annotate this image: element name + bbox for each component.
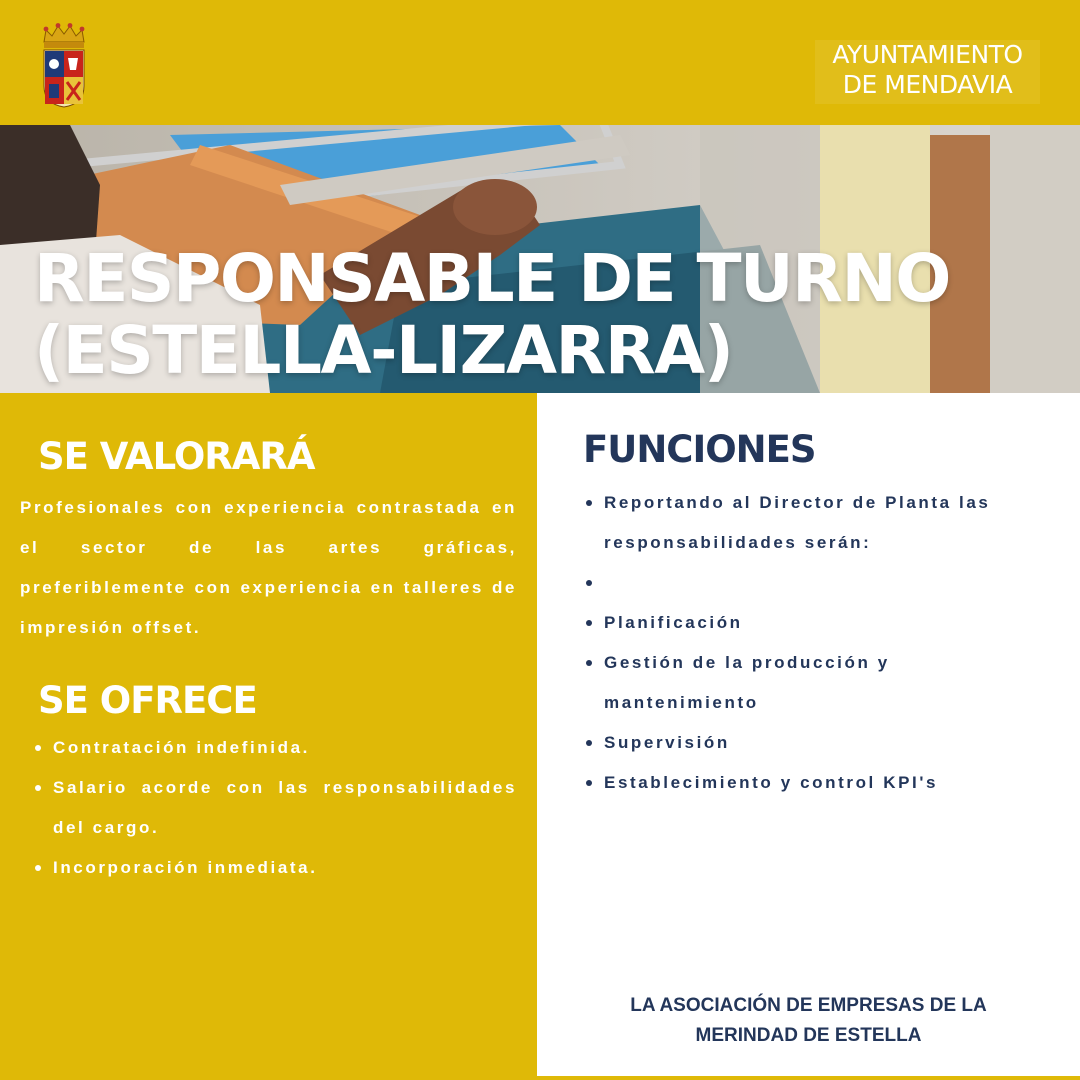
list-item [584,763,1024,803]
list-item-text: Contratación indefinida. [53,738,310,757]
coat-of-arms-icon [38,22,90,108]
se-valorara-text: Profesionales con experiencia contrastada en el sector de las artes gráficas, preferiblemente con experiencia en talleres de impresión offset. [20,498,517,637]
se-valorara-heading: SE VALORARÁ [38,435,315,478]
organization-footer [537,991,1080,1051]
bullet-icon [35,865,41,871]
brand-line-2: DE MENDAVIA [842,70,1013,99]
job-title-line-1: RESPONSABLE DE TURNO [34,240,950,317]
se-ofrece-list [33,728,517,888]
list-item [584,483,1024,563]
bullet-icon [586,620,592,626]
list-item-text: Planificación [604,613,743,632]
list-item [584,723,1024,763]
municipality-brand [815,40,1040,104]
list-item-text: Reportando al Director de Planta las responsabilidades serán: [604,493,991,552]
list-item-text: Supervisión [604,733,730,752]
bullet-icon [586,500,592,506]
list-item [584,643,1024,723]
bullet-icon [586,660,592,666]
list-item-text: Salario acorde con las responsabilidades del cargo. [53,778,517,837]
job-title [34,240,950,389]
bullet-icon [586,580,592,586]
funciones-list [584,483,1024,803]
brand-line-1: AYUNTAMIENTO [832,40,1023,69]
job-title-line-2: (ESTELLA-LIZARRA) [34,312,733,389]
organization-line-2: MERINDAD DE ESTELLA [695,1025,922,1046]
list-item [33,728,517,768]
bullet-icon [586,740,592,746]
se-ofrece-heading: SE OFRECE [38,679,257,722]
bullet-icon [35,745,41,751]
organization-line-1: LA ASOCIACIÓN DE EMPRESAS DE LA [630,995,987,1016]
bullet-icon [35,785,41,791]
funciones-heading: FUNCIONES [583,428,816,471]
list-item-text: Incorporación inmediata. [53,858,318,877]
list-item [584,563,1024,603]
bullet-icon [586,780,592,786]
list-item-text: Gestión de la producción y mantenimiento [604,653,890,712]
hero-banner [0,125,1080,393]
list-item [584,603,1024,643]
header [0,0,1080,125]
list-item-text: Establecimiento y control KPI's [604,773,939,792]
right-panel [537,393,1080,1076]
left-panel [0,393,537,1080]
list-item [33,848,517,888]
list-item [33,768,517,848]
